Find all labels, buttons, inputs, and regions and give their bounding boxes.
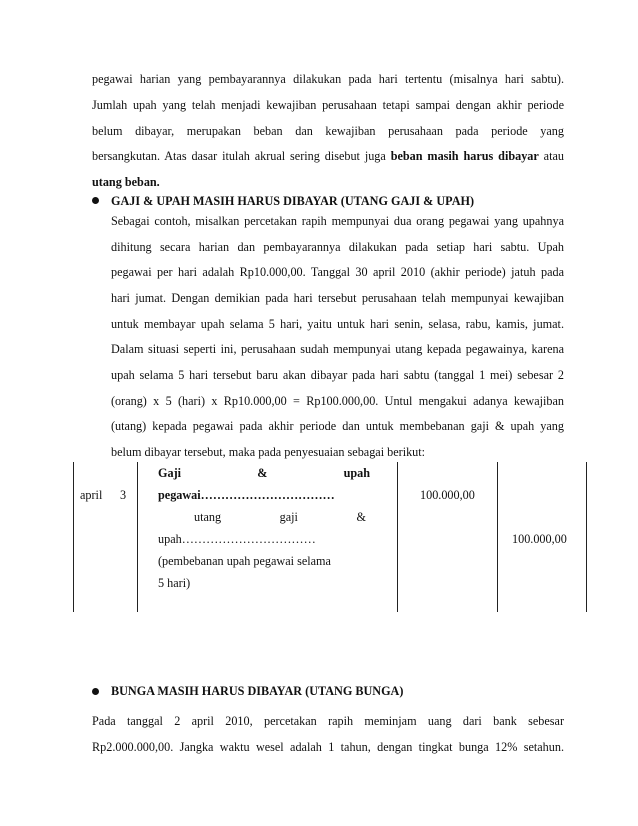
- table-border-date: [137, 462, 138, 612]
- intro-line-4-end: atau: [538, 149, 564, 163]
- journal-month: april: [80, 488, 103, 502]
- intro-line-3: belum dibayar, merupakan beban dan kewajiban perusahaan pada periode yang: [92, 124, 564, 138]
- section1-line-3: pegawai per hari adalah Rp10.000,00. Tanggal 30 april 2010 (akhir periode) jatuh pada: [111, 265, 564, 279]
- journal-day: 3: [120, 488, 127, 502]
- table-border-left: [73, 462, 74, 612]
- section1-line-2: dihitung secara harian dan pembayarannya dilakukan pada setiap hari sabtu. Upah: [111, 240, 564, 254]
- debit-word-1: Gaji: [158, 466, 182, 480]
- credit-account-line-1: [194, 509, 366, 525]
- bullet-icon: [92, 197, 99, 204]
- section1-line-1: Sebagai contoh, misalkan percetakan rapih mempunyai dua orang pegawai yang upahnya: [111, 214, 564, 228]
- intro-line-5: utang beban.: [92, 175, 160, 189]
- intro-line-4: [92, 148, 564, 164]
- debit-word-2: &: [257, 466, 268, 480]
- credit-account-line-2: upah……………………………: [158, 532, 316, 546]
- debit-amount: 100.000,00: [420, 488, 475, 502]
- bullet-icon: [92, 688, 99, 695]
- debit-account-line-2: pegawai……………………………: [158, 488, 335, 502]
- credit-word-2: gaji: [279, 510, 298, 524]
- credit-word-3: &: [356, 510, 366, 524]
- table-border-right: [586, 462, 587, 612]
- intro-line-1: pegawai harian yang pembayarannya dilakukan pada hari tertentu (misalnya hari sabtu).: [92, 72, 564, 86]
- intro-line-2: Jumlah upah yang telah menjadi kewajiban perusahaan tetapi sampai dengan akhir periode: [92, 98, 564, 112]
- section2-line-2: Rp2.000.000,00. Jangka waktu wesel adalah 1 tahun, dengan tingkat bunga 12% setahun.: [92, 740, 564, 754]
- table-border-account: [397, 462, 398, 612]
- section1-line-6: Dalam situasi seperti ini, perusahaan sudah mempunyai utang kepada pegawainya, karena: [111, 342, 564, 356]
- section1-line-8: (orang) x 5 (hari) x Rp10.000,00 = Rp100.000,00. Untul mengakui adanya kewajiban: [111, 394, 564, 408]
- section1-heading: GAJI & UPAH MASIH HARUS DIBAYAR (UTANG GAJI & UPAH): [111, 194, 475, 208]
- credit-word-1: utang: [194, 510, 222, 524]
- section1-line-4: hari jumat. Dengan demikian pada hari tersebut perusahaan telah mempunyai kewajiban: [111, 291, 564, 305]
- section1-line-9: (utang) kepada pegawai pada akhir periode dan untuk membebanan gaji & upah yang: [111, 419, 564, 433]
- section1-line-5: untuk membayar upah selama 5 hari, yaitu untuk hari senin, selasa, rabu, kamis, jumat.: [111, 317, 564, 331]
- section1-line-7: upah selama 5 hari tersebut baru akan dibayar pada hari sabtu (tanggal 1 mei) sebesar 2: [111, 368, 564, 382]
- journal-note-line-2: 5 hari): [158, 576, 191, 590]
- debit-word-3: upah: [343, 466, 370, 480]
- intro-bold-term: beban masih harus dibayar: [390, 149, 539, 163]
- journal-note-line-1: (pembebanan upah pegawai selama: [158, 554, 331, 568]
- section2-line-1: Pada tanggal 2 april 2010, percetakan rapih meminjam uang dari bank sebesar: [92, 714, 564, 728]
- table-border-debit: [497, 462, 498, 612]
- intro-line-4-text: bersangkutan. Atas dasar itulah akrual sering disebut juga: [92, 149, 391, 163]
- credit-amount: 100.000,00: [512, 532, 567, 546]
- section1-line-10: belum dibayar tersebut, maka pada penyesuaian sebagai berikut:: [111, 445, 426, 459]
- section2-heading: BUNGA MASIH HARUS DIBAYAR (UTANG BUNGA): [111, 684, 404, 698]
- debit-account-line-1: [158, 465, 370, 481]
